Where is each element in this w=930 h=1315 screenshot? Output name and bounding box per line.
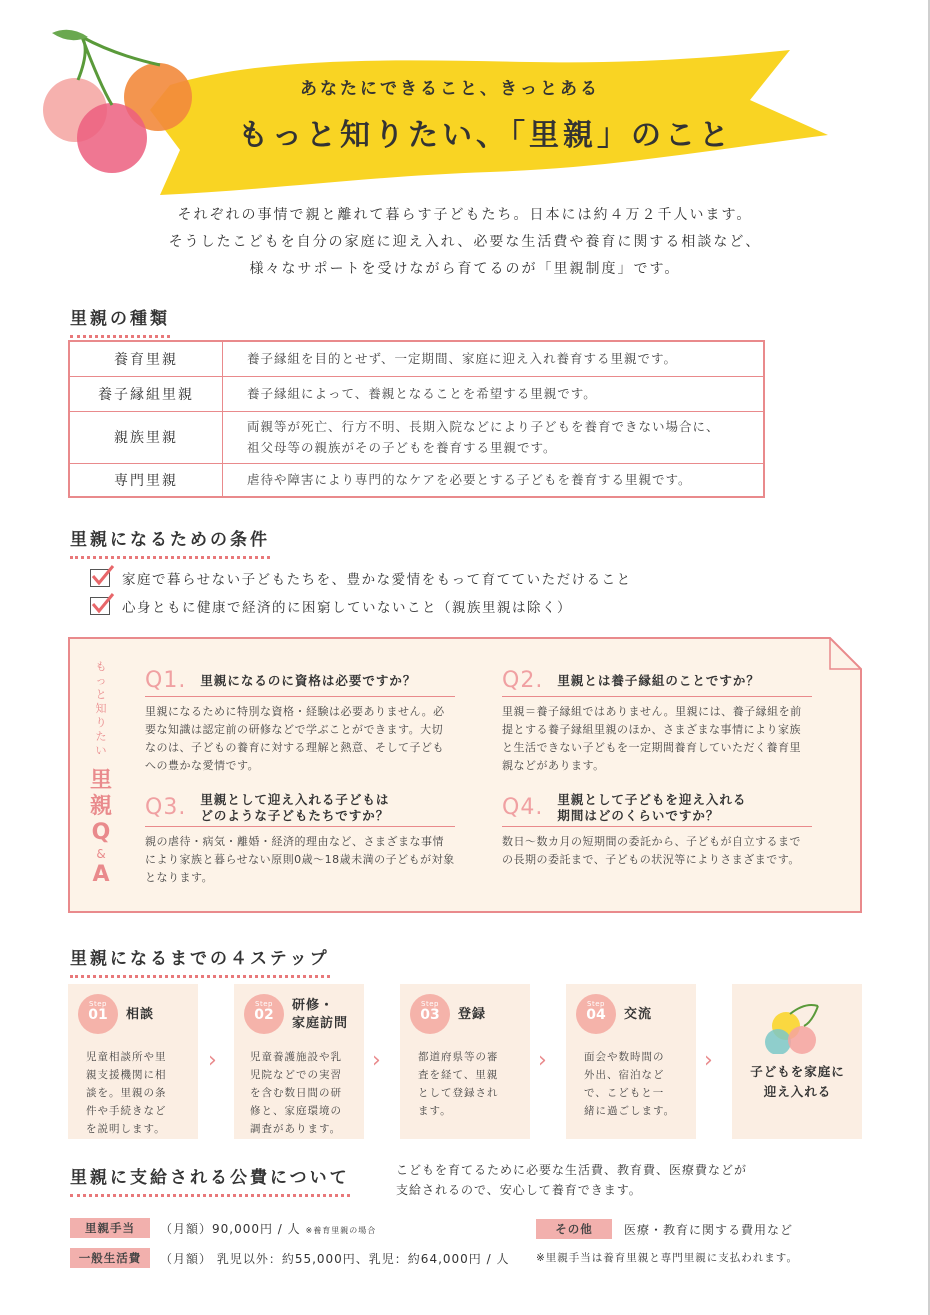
- table-row: [69, 411, 764, 463]
- type-desc: 養子縁組を目的とせず、一定期間、家庭に迎え入れ養育する里親です。: [223, 341, 765, 376]
- step-number: 01: [88, 1007, 108, 1023]
- step-desc: [584, 1048, 684, 1120]
- step-label: [458, 1006, 486, 1024]
- fees-footnote: ※里親手当は養育里親と専門里親に支払われます。: [536, 1252, 798, 1264]
- condition-item: [90, 568, 632, 588]
- qa-side-char: 里: [90, 768, 113, 793]
- fees-note-line: こどもを育てるために必要な生活費、教育費、医療費などが: [396, 1163, 748, 1177]
- question-number: Q4.: [502, 795, 544, 820]
- allowance-note: ※養育里親の場合: [305, 1226, 377, 1235]
- qa-item: [502, 668, 812, 775]
- step-desc-line: を含む数日間の研: [250, 1087, 342, 1099]
- step-desc-line: 児院などでの実習: [250, 1069, 342, 1081]
- type-desc: 養子縁組によって、養親となることを希望する里親です。: [223, 376, 765, 411]
- type-desc-line: 両親等が死亡、行方不明、長期入院などにより子どもを養育できない場合に、: [247, 419, 720, 434]
- step-number-badge: [78, 994, 118, 1034]
- step-desc-line: 児童養護施設や乳: [250, 1051, 342, 1063]
- header-subtitle: あなたにできること、きっとある: [300, 79, 600, 99]
- answer-text: [145, 833, 455, 887]
- step-desc-line: 件や手続きなど: [86, 1105, 167, 1117]
- final-step-line: 迎え入れる: [763, 1084, 832, 1099]
- intro-line-2: そうしたこどもを自分の家庭に迎え入れ、必要な生活費や養育に関する相談など、: [168, 234, 762, 250]
- question-number: Q3.: [145, 795, 187, 820]
- question-header: [145, 792, 455, 827]
- step-desc-line: 都道府県等の審: [418, 1051, 499, 1063]
- checkbox-checked-icon: [90, 569, 110, 587]
- step-desc-line: 面会や数時間の: [584, 1051, 665, 1063]
- step-label-line: 研修・: [292, 998, 335, 1013]
- qa-side-char: &: [96, 847, 106, 861]
- type-name: 専門里親: [69, 463, 223, 497]
- answer-line: と生活できない子どもを一定期間養育していただく養育里: [502, 741, 801, 754]
- chevron-right-icon: ›: [538, 1048, 547, 1073]
- step-card: [234, 984, 364, 1139]
- qa-item: [145, 668, 455, 775]
- step-label: [126, 1006, 154, 1024]
- answer-line: の長期の委託まで、子どもの状況等によりさまざまです。: [502, 853, 800, 866]
- step-label-line: 家庭訪問: [292, 1016, 349, 1031]
- qa-side-char: A: [92, 862, 110, 887]
- step-number: 02: [254, 1007, 274, 1023]
- qa-side-char: Q: [91, 820, 111, 845]
- step-desc-line: 修と、家庭環境の: [250, 1105, 342, 1117]
- chevron-right-icon: ›: [208, 1048, 217, 1073]
- qa-side-label: [90, 660, 112, 888]
- question-text: 里親として子どもを迎え入れる: [557, 792, 747, 807]
- other-text: 医療・教育に関する費用など: [624, 1223, 794, 1237]
- table-row: [69, 463, 764, 497]
- answer-text: [502, 833, 812, 869]
- intro-line-1: それぞれの事情で親と離れて暮らす子どもたち。日本には約４万２千人います。: [177, 207, 753, 223]
- question-header: [502, 668, 812, 697]
- step-number-badge: [576, 994, 616, 1034]
- question-text: どのような子どもたちですか？: [200, 808, 390, 823]
- step-desc-line: で、こどもと一: [584, 1087, 665, 1099]
- question-text: 里親として迎え入れる子どもは: [200, 792, 390, 807]
- step-word: Step: [421, 1000, 439, 1008]
- step-desc: [86, 1048, 186, 1138]
- step-label-line: 交流: [624, 1007, 653, 1022]
- step-label: [292, 997, 348, 1033]
- question-header: [502, 792, 812, 827]
- step-word: Step: [89, 1000, 107, 1008]
- step-desc-line: を説明します。: [86, 1123, 166, 1135]
- final-step-label: [740, 1062, 855, 1102]
- question-header: [145, 668, 455, 697]
- cherry-icon: [760, 994, 830, 1054]
- allowance-tag: 里親手当: [70, 1218, 150, 1238]
- answer-text: [502, 703, 812, 775]
- step-card: [68, 984, 198, 1139]
- step-desc-line: 談を。里親の条: [86, 1087, 167, 1099]
- qa-item: [145, 792, 455, 887]
- qa-side-char: 親: [90, 794, 113, 819]
- type-name: 養育里親: [69, 341, 223, 376]
- step-desc-line: として登録され: [418, 1087, 499, 1099]
- step-number: 03: [420, 1007, 440, 1023]
- qa-item: [502, 792, 812, 869]
- answer-line: となります。: [145, 871, 214, 884]
- question-number: Q2.: [502, 668, 544, 693]
- step-label-line: 相談: [126, 1007, 155, 1022]
- header-title: もっと知りたい、「里親」のこと: [238, 118, 733, 153]
- fees-note-line: 支給されるので、安心して養育できます。: [396, 1183, 642, 1197]
- step-desc-line: 親支援機関に相: [86, 1069, 167, 1081]
- answer-line: 提とする養子縁組里親のほか、さまざまな事情により家族: [502, 723, 801, 736]
- steps-section-title: 里親になるまでの４ステップ: [70, 944, 330, 978]
- living-expense-text: （月額） 乳児以外：約55,000円、乳児：約64,000円 / 人: [160, 1252, 510, 1266]
- condition-text: 心身ともに健康で経済的に困窮していないこと（親族里親は除く）: [122, 600, 572, 616]
- table-row: [69, 376, 764, 411]
- step-number: 04: [586, 1007, 606, 1023]
- step-card: [566, 984, 696, 1139]
- answer-line: 要な知識は認定前の研修などで学ぶことができます。大切: [145, 723, 444, 736]
- step-desc: [418, 1048, 518, 1120]
- step-desc-line: 児童相談所や里: [86, 1051, 167, 1063]
- question-text: 里親になるのに資格は必要ですか？: [200, 673, 417, 688]
- type-desc: 虐待や障害により専門的なケアを必要とする子どもを養育する里親です。: [223, 463, 765, 497]
- question-number: Q1.: [145, 668, 187, 693]
- answer-text: [145, 703, 455, 775]
- answer-line: 親の虐待・病気・離婚・経済的理由など、さまざまな事情: [145, 835, 444, 848]
- qa-side-small: もっと知りたい: [95, 660, 107, 757]
- allowance-amount: （月額）90,000円 / 人: [160, 1222, 301, 1236]
- table-row: [69, 341, 764, 376]
- step-number-badge: [410, 994, 450, 1034]
- step-number-badge: [244, 994, 284, 1034]
- step-desc: [250, 1048, 354, 1138]
- step-desc-line: 調査があります。: [250, 1123, 342, 1135]
- answer-line: 里親＝養子縁組ではありません。里親には、養子縁組を前: [502, 705, 802, 718]
- type-desc: [223, 411, 765, 463]
- fees-section-title: 里親に支給される公費について: [70, 1163, 350, 1197]
- answer-line: 里親になるために特別な資格・経験は必要ありません。必: [145, 705, 445, 718]
- step-word: Step: [255, 1000, 273, 1008]
- step-label-line: 登録: [458, 1007, 487, 1022]
- step-card: [400, 984, 530, 1139]
- fees-note: [396, 1160, 747, 1200]
- question-text: 期間はどのくらいですか？: [557, 808, 720, 823]
- type-name: 親族里親: [69, 411, 223, 463]
- cherry-illustration: [30, 25, 205, 185]
- conditions-section-title: 里親になるための条件: [70, 525, 270, 559]
- answer-line: 数日～数カ月の短期間の委託から、子どもが自立するまで: [502, 835, 801, 848]
- condition-item: [90, 596, 572, 616]
- type-desc-line: 祖父母等の親族がその子どもを養育する里親です。: [247, 440, 557, 455]
- answer-line: なのは、子どもの養育に対する理解と熱意、そして子ども: [145, 741, 444, 754]
- types-table: [68, 340, 765, 498]
- answer-line: 親などがあります。: [502, 759, 605, 772]
- chevron-right-icon: ›: [372, 1048, 381, 1073]
- chevron-right-icon: ›: [704, 1048, 713, 1073]
- step-desc-line: 緒に過ごします。: [584, 1105, 676, 1117]
- intro-line-3: 様々なサポートを受けながら育てるのが「里親制度」です。: [249, 261, 681, 277]
- step-desc-line: 外出、宿泊など: [584, 1069, 665, 1081]
- type-name: 養子縁組里親: [69, 376, 223, 411]
- answer-line: への豊かな愛情です。: [145, 759, 260, 772]
- answer-line: により家族と暮らせない原則0歳～18歳未満の子どもが対象: [145, 853, 455, 866]
- living-expense-tag: 一般生活費: [70, 1248, 150, 1268]
- step-word: Step: [587, 1000, 605, 1008]
- checkbox-checked-icon: [90, 597, 110, 615]
- types-section-title: 里親の種類: [70, 304, 170, 338]
- allowance-text: [160, 1220, 376, 1237]
- question-text: 里親とは養子縁組のことですか？: [557, 673, 760, 688]
- step-desc-line: ます。: [418, 1105, 452, 1117]
- step-label: [624, 1006, 652, 1024]
- other-tag: その他: [536, 1219, 612, 1239]
- step-desc-line: 査を経て、里親: [418, 1069, 499, 1081]
- final-step-line: 子どもを家庭に: [750, 1064, 845, 1079]
- condition-text: 家庭で暮らせない子どもたちを、豊かな愛情をもって育てていただけること: [122, 572, 632, 588]
